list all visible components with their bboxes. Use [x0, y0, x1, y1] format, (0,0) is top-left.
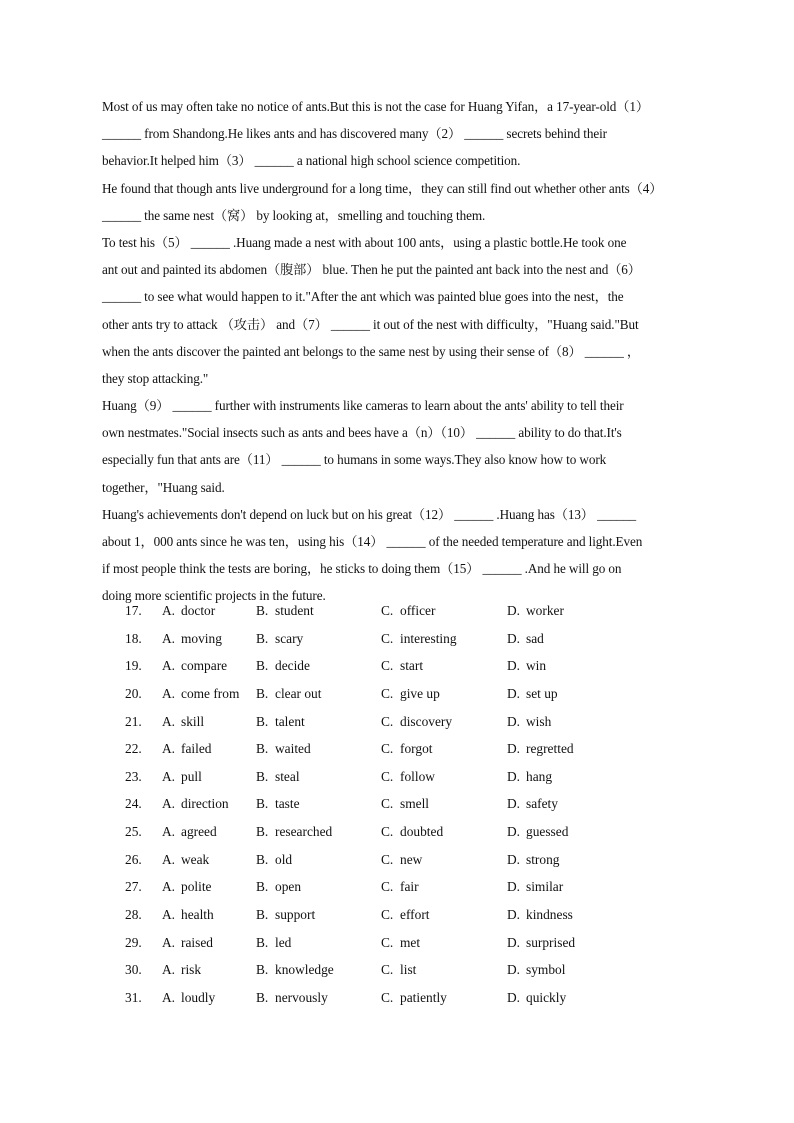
option-letter: A.: [162, 741, 176, 757]
option-a: [162, 658, 227, 674]
option-text: support: [275, 906, 316, 922]
option-letter: D.: [507, 989, 521, 1005]
option-a: [162, 769, 202, 785]
option-b: [256, 824, 332, 840]
option-d: [507, 990, 566, 1006]
option-c: [381, 907, 430, 923]
option-text: open: [275, 879, 302, 895]
option-letter: D.: [507, 658, 521, 674]
option-letter: C.: [381, 796, 394, 812]
option-letter: D.: [507, 962, 521, 978]
option-text: failed: [181, 741, 212, 757]
option-letter: B.: [256, 906, 269, 922]
question-row: [0, 769, 794, 797]
option-text: clear out: [275, 685, 322, 701]
option-letter: A.: [162, 630, 176, 646]
passage-line: To test his（5） ______ .Huang made a nest with about 100 ants，using a plastic bottle.He took one: [102, 234, 627, 250]
option-d: [507, 741, 574, 757]
option-b: [256, 658, 310, 674]
option-b: [256, 714, 305, 730]
option-text: knowledge: [275, 962, 334, 978]
option-letter: B.: [256, 741, 269, 757]
option-text: symbol: [526, 962, 566, 978]
option-a: [162, 631, 222, 647]
option-b: [256, 631, 303, 647]
option-text: strong: [526, 851, 560, 867]
option-letter: B.: [256, 879, 269, 895]
option-letter: D.: [507, 851, 521, 867]
option-letter: A.: [162, 603, 176, 618]
option-text: waited: [275, 741, 311, 757]
option-b: [256, 603, 314, 619]
question-number: 18.: [125, 630, 142, 646]
option-text: moving: [181, 630, 222, 646]
option-text: led: [275, 934, 292, 950]
passage-line: behavior.It helped him（3） ______ a national high school science competition.: [102, 153, 521, 169]
option-a: [162, 990, 215, 1006]
option-letter: D.: [507, 824, 521, 839]
passage-line: Most of us may often take no notice of ants.But this is not the case for Huang Yifan，a 17-year-old（1）: [102, 99, 649, 114]
option-letter: B.: [256, 685, 269, 701]
option-text: patiently: [400, 989, 447, 1005]
option-letter: A.: [162, 685, 176, 701]
option-c: [381, 796, 429, 812]
passage-line: other ants try to attack （攻击） and（7） ______ it out of the nest with difficulty，"Huang said."But: [102, 316, 639, 332]
question-row: [0, 852, 794, 880]
option-text: weak: [181, 851, 210, 867]
option-text: forgot: [400, 741, 433, 757]
option-d: [507, 631, 544, 647]
option-text: raised: [181, 934, 213, 950]
passage-line: when the ants discover the painted ant belongs to the same nest by using their sense of（8） ______ ，: [102, 343, 641, 359]
question-number: 22.: [125, 741, 142, 757]
option-letter: B.: [256, 962, 269, 978]
option-letter: D.: [507, 879, 521, 895]
option-letter: C.: [381, 934, 394, 950]
option-letter: C.: [381, 713, 394, 729]
passage-line: about 1，000 ants since he was ten，using his（14） ______ of the needed temperature and light.Even: [102, 534, 643, 549]
option-text: follow: [400, 768, 435, 784]
option-letter: D.: [507, 741, 521, 757]
option-c: [381, 686, 440, 702]
option-text: regretted: [526, 741, 574, 757]
option-text: start: [400, 658, 424, 674]
option-text: met: [400, 934, 421, 950]
option-d: [507, 658, 546, 674]
option-d: [507, 714, 551, 730]
option-text: hang: [526, 768, 553, 784]
option-letter: C.: [381, 603, 394, 618]
passage-line: ______ from Shandong.He likes ants and has discovered many（2） ______ secrets behind their: [102, 126, 607, 142]
option-text: fair: [400, 879, 419, 895]
option-d: [507, 796, 558, 812]
option-letter: C.: [381, 741, 394, 757]
option-letter: C.: [381, 824, 394, 839]
option-c: [381, 658, 423, 674]
option-c: [381, 603, 435, 619]
cloze-passage: [102, 93, 702, 610]
option-d: [507, 962, 565, 978]
option-letter: C.: [381, 658, 394, 674]
option-text: skill: [181, 713, 205, 729]
option-d: [507, 603, 564, 619]
option-c: [381, 935, 420, 951]
question-number: 21.: [125, 713, 142, 729]
option-text: worker: [526, 603, 564, 618]
option-letter: A.: [162, 658, 176, 674]
option-d: [507, 769, 552, 785]
option-c: [381, 631, 457, 647]
option-letter: B.: [256, 851, 269, 867]
option-letter: C.: [381, 851, 394, 867]
option-letter: B.: [256, 658, 269, 674]
option-text: scary: [275, 630, 304, 646]
question-row: [0, 603, 794, 631]
option-b: [256, 935, 291, 951]
option-a: [162, 907, 214, 923]
question-row: [0, 631, 794, 659]
option-letter: D.: [507, 713, 521, 729]
option-letter: B.: [256, 603, 269, 618]
option-text: similar: [526, 879, 564, 895]
question-row: [0, 879, 794, 907]
option-text: guessed: [526, 824, 569, 839]
option-text: list: [400, 962, 417, 978]
passage-line: especially fun that ants are（11） ______ to humans in some ways.They also know how to work: [102, 452, 607, 468]
option-b: [256, 852, 292, 868]
question-row: [0, 796, 794, 824]
option-text: researched: [275, 824, 333, 839]
option-text: compare: [181, 658, 228, 674]
option-a: [162, 824, 217, 840]
passage-line: Huang（9） ______ further with instruments like cameras to learn about the ants' ability to tell their: [102, 398, 624, 414]
passage-line: He found that though ants live underground for a long time，they can still find out whether other ants（4）: [102, 180, 663, 196]
option-letter: C.: [381, 989, 394, 1005]
option-a: [162, 796, 229, 812]
option-text: surprised: [526, 934, 576, 950]
option-c: [381, 990, 447, 1006]
option-text: new: [400, 851, 423, 867]
option-text: risk: [181, 962, 202, 978]
option-text: pull: [181, 768, 202, 784]
option-d: [507, 935, 575, 951]
option-text: direction: [181, 796, 229, 812]
option-letter: D.: [507, 603, 521, 618]
option-letter: A.: [162, 906, 176, 922]
option-c: [381, 769, 435, 785]
question-number: 31.: [125, 989, 142, 1005]
passage-line: ______ to see what would happen to it."After the ant which was painted blue goes into the nest，the: [102, 289, 624, 305]
passage-line: own nestmates."Social insects such as ants and bees have a（n）（10） ______ ability to do that.It's: [102, 425, 622, 441]
option-text: set up: [526, 685, 558, 701]
passage-line: doing more scientific projects in the future.: [102, 588, 326, 604]
question-number: 27.: [125, 879, 142, 895]
option-b: [256, 879, 301, 895]
option-d: [507, 852, 559, 868]
question-row: [0, 714, 794, 742]
question-number: 25.: [125, 824, 142, 839]
option-c: [381, 824, 443, 840]
question-number: 19.: [125, 658, 142, 674]
option-text: interesting: [400, 630, 457, 646]
option-letter: C.: [381, 906, 394, 922]
option-a: [162, 879, 212, 895]
option-text: loudly: [181, 989, 216, 1005]
option-b: [256, 907, 315, 923]
option-letter: A.: [162, 796, 176, 812]
option-letter: C.: [381, 685, 394, 701]
option-letter: B.: [256, 934, 269, 950]
option-b: [256, 741, 311, 757]
passage-line: together，"Huang said.: [102, 479, 225, 495]
option-letter: A.: [162, 962, 176, 978]
option-c: [381, 741, 432, 757]
option-a: [162, 962, 201, 978]
option-b: [256, 990, 328, 1006]
option-letter: A.: [162, 824, 176, 839]
question-row: [0, 658, 794, 686]
option-d: [507, 879, 563, 895]
question-row: [0, 686, 794, 714]
option-letter: D.: [507, 685, 521, 701]
option-text: steal: [275, 768, 300, 784]
option-a: [162, 686, 239, 702]
option-b: [256, 796, 300, 812]
option-text: come from: [181, 685, 240, 701]
option-letter: B.: [256, 796, 269, 812]
option-c: [381, 852, 422, 868]
question-row: [0, 824, 794, 852]
passage-line: they stop attacking.": [102, 370, 209, 386]
option-c: [381, 879, 419, 895]
option-text: quickly: [526, 989, 567, 1005]
passage-line: if most people think the tests are boring，he sticks to doing them（15） ______ .And he will go on: [102, 561, 622, 577]
option-text: student: [275, 603, 314, 618]
answer-options-list: [0, 603, 794, 1017]
option-a: [162, 852, 209, 868]
question-number: 24.: [125, 796, 142, 812]
option-letter: C.: [381, 879, 394, 895]
option-text: effort: [400, 906, 430, 922]
question-row: [0, 935, 794, 963]
option-c: [381, 962, 416, 978]
option-a: [162, 741, 211, 757]
question-row: [0, 962, 794, 990]
option-text: decide: [275, 658, 310, 674]
option-letter: A.: [162, 879, 176, 895]
option-text: sad: [526, 630, 544, 646]
option-b: [256, 962, 334, 978]
option-a: [162, 935, 213, 951]
option-text: smell: [400, 796, 430, 812]
option-text: win: [526, 658, 547, 674]
option-letter: D.: [507, 630, 521, 646]
option-letter: C.: [381, 962, 394, 978]
option-text: wish: [526, 713, 552, 729]
option-text: doctor: [181, 603, 216, 618]
option-text: taste: [275, 796, 300, 812]
option-text: agreed: [181, 824, 217, 839]
option-b: [256, 769, 300, 785]
option-d: [507, 907, 573, 923]
option-text: officer: [400, 603, 436, 618]
option-letter: B.: [256, 713, 269, 729]
option-text: safety: [526, 796, 558, 812]
option-a: [162, 603, 215, 619]
option-text: talent: [275, 713, 305, 729]
option-text: kindness: [526, 906, 573, 922]
option-text: health: [181, 906, 214, 922]
option-text: polite: [181, 879, 212, 895]
option-letter: A.: [162, 989, 176, 1005]
question-number: 28.: [125, 906, 142, 922]
option-letter: D.: [507, 906, 521, 922]
option-a: [162, 714, 204, 730]
question-number: 23.: [125, 768, 142, 784]
passage-line: ant out and painted its abdomen（腹部） blue. Then he put the painted ant back into the nest and（6）: [102, 262, 641, 278]
question-row: [0, 907, 794, 935]
question-number: 29.: [125, 934, 142, 950]
question-row: [0, 990, 794, 1018]
option-text: doubted: [400, 824, 444, 839]
question-number: 20.: [125, 685, 142, 701]
option-letter: D.: [507, 934, 521, 950]
question-number: 30.: [125, 962, 142, 978]
option-text: old: [275, 851, 293, 867]
option-d: [507, 824, 568, 840]
option-letter: A.: [162, 768, 176, 784]
option-letter: A.: [162, 851, 176, 867]
option-letter: A.: [162, 713, 176, 729]
option-letter: B.: [256, 768, 269, 784]
question-number: 17.: [125, 603, 142, 618]
question-row: [0, 741, 794, 769]
option-letter: C.: [381, 630, 394, 646]
passage-line: Huang's achievements don't depend on luck but on his great（12） ______ .Huang has（13） ______: [102, 506, 637, 522]
option-letter: D.: [507, 796, 521, 812]
passage-line: ______ the same nest（窝） by looking at，smelling and touching them.: [102, 207, 486, 223]
option-letter: B.: [256, 824, 269, 839]
option-text: discovery: [400, 713, 453, 729]
option-b: [256, 686, 321, 702]
option-letter: B.: [256, 989, 269, 1005]
option-letter: B.: [256, 630, 269, 646]
option-text: give up: [400, 685, 440, 701]
option-text: nervously: [275, 989, 328, 1005]
option-letter: D.: [507, 768, 521, 784]
question-number: 26.: [125, 851, 142, 867]
option-d: [507, 686, 558, 702]
option-c: [381, 714, 452, 730]
option-letter: C.: [381, 768, 394, 784]
option-letter: A.: [162, 934, 176, 950]
